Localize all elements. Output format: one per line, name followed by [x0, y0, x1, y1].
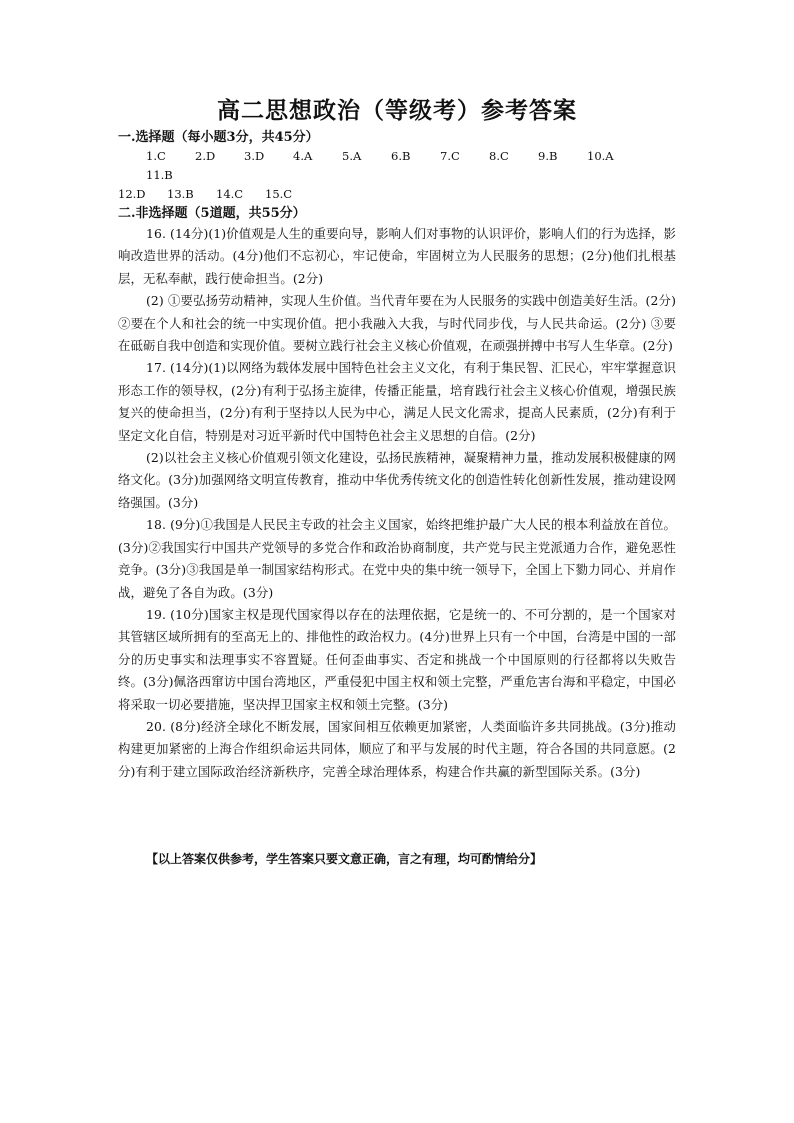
- essay-section: [118, 204, 676, 783]
- multiple-choice-section: [118, 128, 676, 204]
- section-heading-essay: 二.非选择题（5道题，共55分）: [118, 206, 306, 221]
- page-title: 高二思想政治（等级考）参考答案: [217, 98, 577, 124]
- answer-item: 6.B: [391, 149, 411, 163]
- answer-item: 10.A: [587, 149, 614, 163]
- section-heading-multiple-choice: 一.选择题（每小题3分，共45分）: [118, 130, 319, 145]
- answer-paragraph-16-2: (2) ①要弘扬劳动精神，实现人生价值。当代青年要在为人民服务的实践中创造美好生活。(2分) ②要在个人和社会的统一中实现价值。把小我融入大我，与时代同步伐，与人民共命运。(2分) ③要在砥砺自我中创造和实现价值。要树立践行社会主义核心价值观，在顽强拼搏中书写人生华章。(2分): [118, 293, 676, 354]
- answer-item: 5.A: [342, 149, 362, 163]
- answer-row-2: [118, 185, 676, 204]
- answer-item: 14.C: [216, 187, 244, 201]
- answer-row-1: [118, 147, 676, 185]
- answer-paragraph-17-2: (2)以社会主义核心价值观引领文化建设，弘扬民族精神，凝聚精神力量，推动发展积极健康的网络文化。(3分)加强网络文明宣传教育，推动中华优秀传统文化的创造性转化创新性发展，推动建设网络强国。(3分): [118, 450, 676, 510]
- answer-item: 13.B: [167, 187, 194, 201]
- answer-paragraph-20: 20. (8分)经济全球化不断发展，国家间相互依赖更加紧密，人类面临许多共同挑战。(3分)推动构建更加紧密的上海合作组织命运共同体，顺应了和平与发展的时代主题，符合各国的共同意愿。(2分)有利于建立国际政治经济新秩序，完善全球治理体系，构建合作共赢的新型国际关系。(3分): [118, 718, 676, 779]
- answer-item: 4.A: [293, 149, 313, 163]
- answer-item: 3.D: [244, 149, 265, 163]
- answer-item: 1.C: [146, 149, 166, 163]
- answer-item: 12.D: [118, 187, 146, 201]
- answer-item: 7.C: [440, 149, 460, 163]
- answer-item: 9.B: [538, 149, 558, 163]
- answer-paragraph-17-1: 17. (14分)(1)以网络为载体发展中国特色社会主义文化，有利于集民智、汇民心，牢牢掌握意识形态工作的领导权，(2分)有利于弘扬主旋律，传播正能量，培育践行社会主义核心价值观，增强民族复兴的使命担当，(2分)有利于坚持以人民为中心，满足人民文化需求，提高人民素质，(2分)有利于坚定文化自信，特别是对习近平新时代中国特色社会主义思想的自信。(2分): [118, 360, 676, 443]
- answer-item: 15.C: [265, 187, 293, 201]
- answer-paragraph-19: 19. (10分)国家主权是现代国家得以存在的法理依据，它是统一的、不可分割的，是一个国家对其管辖区域所拥有的至高无上的、排他性的政治权力。(4分)世界上只有一个中国，台湾是中国的一部分的历史事实和法理事实不容置疑。任何歪曲事实、否定和挑战一个中国原则的行径都将以失败告终。(3分)佩洛西窜访中国台湾地区，严重侵犯中国主权和领土完整，严重危害台海和平稳定，中国必将采取一切必要措施，坚决捍卫国家主权和领土完整。(3分): [118, 606, 676, 712]
- answer-paragraph-18: 18. (9分)①我国是人民民主专政的社会主义国家，始终把维护最广大人民的根本利益放在首位。(3分)②我国实行中国共产党领导的多党合作和政治协商制度，共产党与民主党派通力合作，避免恶性竞争。(3分)③我国是单一制国家结构形式。在党中央的集中统一领导下，全国上下勠力同心、并肩作战，避免了各自为政。(3分): [118, 517, 676, 600]
- answer-sheet: [118, 96, 676, 783]
- answer-item: 11.B: [146, 168, 173, 182]
- answer-item: 2.D: [195, 149, 216, 163]
- answer-paragraph-16-1: 16. (14分)(1)价值观是人生的重要向导，影响人们对事物的认识评价，影响人们的行为选择，影响改造世界的活动。(4分)他们不忘初心，牢记使命，牢固树立为人民服务的思想；(2分)他们扎根基层，无私奉献，践行使命担当。(2分): [118, 226, 676, 286]
- grading-note: 【以上答案仅供参考，学生答案只要文意正确，言之有理，均可酌情给分】: [146, 852, 543, 866]
- answer-item: 8.C: [489, 149, 509, 163]
